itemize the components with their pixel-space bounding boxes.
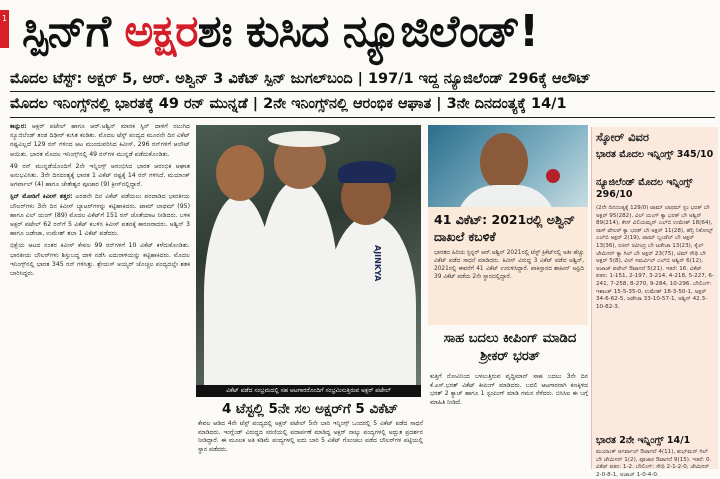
player-figure bbox=[326, 215, 416, 395]
ashwin-photo bbox=[428, 125, 588, 207]
scorecard-title: ಸ್ಕೋರ್ ವಿವರ bbox=[596, 130, 650, 144]
ashwin-record-box bbox=[428, 207, 588, 325]
story-body-bharat: ಕುತ್ತಿಗೆ ನೋವಿನಿಂದ ಬಳಲುತ್ತಿರುವ ವೃದ್ಧಿಮಾನ್ ಸಾಹ ಬದಲು 3ನೇ ದಿನ ಕೆ.ಎಸ್.ಭರತ್ ವಿಕೆಟ್ ಕೀಪಿಂಗ್ ಮಾಡಿದರು. ಬದಲಿ ಆಟಗಾರನಾಗಿ ಕಣಕ್ಕಿಳಿದ ಭರತ್ 2 ಕ್ಯಾಚ್ ಹಾಗೂ 1 ಸ್ಟಂಪಿಂಗ್ ಮಾಡಿ ಗಮನ ಸೆಳೆದರು. ಬಿಸಿಸಿಐ ಈ ಬಗ್ಗೆ ಮಾಹಿತಿ ನೀಡಿದೆ. bbox=[430, 373, 588, 406]
headline-part1: ಸ್ಪಿನ್‌ಗೆ bbox=[22, 6, 125, 57]
article-paragraph bbox=[10, 192, 190, 238]
article-text: ಎರಡನೇ ದಿನ ವಿಕೆಟ್ ಪಡೆಯಲು ಪರದಾಡಿದ ಭಾರತೀಯ ಬೌಲರ್‌ಗಳು 3ನೇ ದಿನ ಕಿವೀಸ್ ಬ್ಯಾಟರ್‌ಗಳನ್ನು ಕಟ್ಟಿಹಾಕಿದರು. ಟಾಮ್ ಲಾಥಮ್ (95) ಹಾಗೂ ವಿಲ್ ಯಂಗ್ (89) ಮೊದಲ ವಿಕೆಟ್‌ಗೆ 151 ರನ್ ಜೊತೆಯಾಟ ನೀಡಿದರು. ಬಳಿಕ ಅಕ್ಷರ್ ಪಟೇಲ್ 62 ರನ್‌ಗೆ 5 ವಿಕೆಟ್ ಕಬಳಿಸಿ ಕಿವೀಸ್ ಪತನಕ್ಕೆ ಕಾರಣರಾದರು. ಅಶ್ವಿನ್ 3 ಹಾಗೂ ಜಡೇಜಾ, ಉಮೇಶ್ ತಲಾ 1 ವಿಕೆಟ್ ಪಡೆದರು. bbox=[10, 193, 190, 238]
cap bbox=[338, 161, 396, 183]
celebration-photo bbox=[196, 125, 421, 385]
headline-red-word: ಅಕ್ಷರ bbox=[124, 6, 198, 57]
player-head bbox=[216, 145, 264, 201]
subheadline-1: ಮೊದಲ ಟೆಸ್ಟ್: ಅಕ್ಷರ್ 5, ಆರ್. ಅಶ್ವಿನ್ 3 ವಿಕೆಟ್ ಸ್ಪಿನ್ ಜುಗಲ್‌ಬಂದಿ | 197/1 ಇದ್ದ ನ್ಯೂಜಿಲೆಂಡ್ 296ಕ್ಕೆ ಆಲೌಟ್ bbox=[10, 71, 591, 87]
article-paragraph: ಭಿಕ್ಷೆಯ ಆಟದ ನಂತರ ಕಿವೀಸ್ ಕೇವಲ 99 ರನ್‌ಗಳಿಗೆ 10 ವಿಕೆಟ್ ಕಳೆದುಕೊಂಡಿತು. ಭಾರತೀಯ ಬೌಲರ್‌ಗಳು ಶಿಸ್ತುಬದ್ಧ ದಾಳಿ ನಡೆಸಿ ಎದುರಾಳಿಯನ್ನು ಕಟ್ಟಿಹಾಕಿದರು. ಮೊದಲ ಇನಿಂಗ್ಸ್‌ನಲ್ಲಿ ಭಾರತ 345 ರನ್ ಗಳಿಸಿತ್ತು. ಶ್ರೇಯಸ್ ಅಯ್ಯರ್ ಚೊಚ್ಚಲ ಪಂದ್ಯದಲ್ಲೇ ಶತಕ ಬಾರಿಸಿದ್ದರು. bbox=[10, 242, 190, 278]
player-head bbox=[480, 133, 528, 191]
headline-part2: ಶಃ ಕುಸಿದ ನ್ಯೂಜಿಲೆಂಡ್! bbox=[197, 6, 539, 57]
section-tab-label: 1 bbox=[1, 14, 8, 23]
scorecard-panel bbox=[591, 127, 718, 478]
story-body-akshar: ಕೇವಲ ಆಡಿದ 4ನೇ ಟೆಸ್ಟ್ ಪಂದ್ಯದಲ್ಲಿ ಅಕ್ಷರ್ ಪಟೇಲ್ 5ನೇ ಬಾರಿ ಇನ್ನಿಂಗ್ಸ್ ಒಂದರಲ್ಲಿ 5 ವಿಕೆಟ್ ಪಡೆದ ಸಾಧನೆ ಮಾಡಿದರು. ಇಂಗ್ಲೆಂಡ್ ವಿರುದ್ಧದ ಸರಣಿಯಲ್ಲಿ ಪದಾರ್ಪಣೆ ಮಾಡಿದ್ದ ಅಕ್ಷರ್ ನಾಲ್ಕು ಪಂದ್ಯಗಳಲ್ಲಿ ಅದ್ಭುತ ಪ್ರದರ್ಶನ ನೀಡಿದ್ದಾರೆ. ಈ ಮೂಲಕ ಅತಿ ಕಡಿಮೆ ಪಂದ್ಯಗಳಲ್ಲಿ ಐದು ಬಾರಿ 5 ವಿಕೆಟ್ ಗೊಂಚಲು ಪಡೆದ ಬೌಲರ್‌ಗಳ ಪಟ್ಟಿಯಲ್ಲಿ ಸ್ಥಾನ ಪಡೆದರು. bbox=[198, 420, 423, 453]
story-heading-akshar: 4 ಟೆಸ್ಟಲ್ಲಿ 5ನೇ ಸಲ ಅಕ್ಷರ್‌ಗೆ 5 ವಿಕೆಟ್ bbox=[221, 401, 399, 417]
article-dateline: ಕಾನ್ಪುರ: bbox=[10, 123, 27, 130]
cricket-ball bbox=[546, 169, 560, 183]
india-first-innings: ಭಾರತ ಮೊದಲ ಇನ್ನಿಂಗ್ಸ್ 345/10 bbox=[596, 149, 714, 160]
article-paragraph: 49 ರನ್ ಮುನ್ನಡೆಯೊಂದಿಗೆ 2ನೇ ಇನ್ನಿಂಗ್ಸ್ ಆರಂಭಿಸಿದ ಭಾರತ ಆರಂಭಿಕ ಆಘಾತ ಅನುಭವಿಸಿತು. 3ನೇ ದಿನದಂತ್ಯಕ್ಕೆ ಭಾರತ 1 ವಿಕೆಟ್ ನಷ್ಟಕ್ಕೆ 14 ರನ್ ಗಳಿಸಿದೆ. ಮಯಾಂಕ್ ಅಗರ್ವಾಲ್ (4) ಹಾಗೂ ಚೇತೇಶ್ವರ ಪೂಜಾರ (9) ಕ್ರೀಸ್‌ನಲ್ಲಿದ್ದಾರೆ. bbox=[10, 162, 190, 189]
story-body-ashwin: ಭಾರತದ ಹಿರಿಯ ಸ್ಪಿನ್ನರ್ ಆರ್.ಅಶ್ವಿನ್ 2021ರಲ್ಲಿ ಟೆಸ್ಟ್ ಕ್ರಿಕೆಟ್‌ನಲ್ಲಿ ಅತೀ ಹೆಚ್ಚು ವಿಕೆಟ್ ಪಡೆದ ಸಾಧನೆ ಮಾಡಿದರು. ಕಿವೀಸ್ ವಿರುದ್ಧ 3 ವಿಕೆಟ್ ಪಡೆದ ಅಶ್ವಿನ್, 2021ರಲ್ಲಿ ಈವರೆಗೆ 41 ವಿಕೆಟ್ ಉರುಳಿಸಿದ್ದಾರೆ. ಪಾಕಿಸ್ತಾನದ ಶಾಹೀನ್ ಅಫ್ರಿದಿ 39 ವಿಕೆಟ್ ಪಡೆದು 2ನೇ ಸ್ಥಾನದಲ್ಲಿದ್ದಾರೆ. bbox=[434, 250, 584, 280]
divider bbox=[10, 91, 715, 92]
story-heading-bharat: ಸಾಹ ಬದಲು ಕೀಪಿಂಗ್ ಮಾಡಿದ ಶ್ರೀಕರ್ ಭರತ್ bbox=[443, 331, 577, 364]
main-article bbox=[10, 122, 190, 467]
nz-first-innings: ನ್ಯೂಜಿಲೆಂಡ್ ಮೊದಲ ಇನ್ನಿಂಗ್ಸ್ 296/10 bbox=[596, 177, 693, 200]
article-subhead: ಸ್ಪಿನ್ ಮೋಡಿಗೆ ಕಿವೀಸ್ ತತ್ತರ: bbox=[10, 193, 73, 201]
divider bbox=[10, 117, 715, 118]
photo-caption: ವಿಕೆಟ್ ಪಡೆದ ಸಂಭ್ರಮದಲ್ಲಿ ಸಹ ಆಟಗಾರರೊಂದಿಗೆ ಸಂಭ್ರಮಿಸುತ್ತಿರುವ ಅಕ್ಷರ್ ಪಟೇಲ್ bbox=[196, 385, 421, 397]
sun-hat bbox=[268, 131, 340, 147]
nz-innings-detail: (2ನೇ ದಿನದಂತ್ಯಕ್ಕೆ 129/0) ಟಾಮ್ ಲಾಥಮ್ ಸ್ಟಂ ಭರತ್ ಬೌ ಅಕ್ಷರ್ 95(282), ವಿಲ್ ಯಂಗ್ ಕ್ಯಾ ಭರತ್ ಬೌ ಅಶ್ವಿನ್ 89(214), ಕೇನ್ ವಿಲಿಯಮ್ಸನ್ ಎಲ್‌ಬಿ ಉಮೇಶ್ 18(64), ರಾಸ್ ಟೇಲರ್ ಕ್ಯಾ ಭರತ್ ಬೌ ಅಕ್ಷರ್ 11(28), ಹೆನ್ರಿ ನಿಕೋಲ್ಸ್ ಎಲ್‌ಬಿ ಅಕ್ಷರ್ 2(19), ಟಾಮ್ ಬ್ಲಂಡೆಲ್ ಬೌ ಅಕ್ಷರ್ 13(36), ರಚಿನ್ ರವೀಂದ್ರ ಬೌ ಜಡೇಜಾ 13(23), ಕೈಲ್ ಜೇಮಿಸನ್ ಕ್ಯಾ ಗಿಲ್ ಬೌ ಅಕ್ಷರ್ 23(75), ಟಿಮ್ ಸೌಥಿ ಬೌ ಅಕ್ಷರ್ 5(8), ವಿಲ್ ಸಮರ್ವಿಲ್ ಎಲ್‌ಬಿ ಅಶ್ವಿನ್ 6(12), ಅಜಾಜ್ ಪಟೇಲ್ ಔಟಾಗದೆ 5(21). ಇತರೆ: 16. ವಿಕೆಟ್ ಪತನ: 1-151, 2-197, 3-214, 4-218, 5-227, 6-241, 7-258, 8-270, 9-284, 10-296. ಬೌಲಿಂಗ್: ಇಶಾಂತ್ 15-5-35-0, ಉಮೇಶ್ 18-3-50-1, ಅಕ್ಷರ್ 34-6-62-5, ಜಡೇಜಾ 33-10-57-1, ಅಶ್ವಿನ್ 42.3-10-82-3. bbox=[596, 205, 714, 310]
jersey-name: AJINKYA bbox=[373, 245, 382, 282]
article-text: ಆಕ್ಷರ್ ಪಟೇಲ್ ಹಾಗೂ ಆರ್.ಅಶ್ವಿನ್ ಮಾರಕ ಸ್ಪಿನ್ ದಾಳಿಗೆ ನಲುಗಿದ ನ್ಯೂಜಿಲೆಂಡ್ ತಂಡ ದಿಢೀರ್ ಕುಸಿತ ಕಂಡಿತು. ಮೊದಲ ಟೆಸ್ಟ್ ಪಂದ್ಯದ ಮೂರನೇ ದಿನ ವಿಕೆಟ್ ನಷ್ಟವಿಲ್ಲದೆ 129 ರನ್ ಗಳಿಂದ ಆಟ ಮುಂದುವರಿಸಿದ ಕಿವೀಸ್, 296 ರನ್‌ಗಳಿಗೆ ಆಲೌಟ್ ಆಯಿತು. ಭಾರತ ಮೊದಲ ಇನಿಂಗ್ಸ್‌ನಲ್ಲಿ 49 ರನ್‌ಗಳ ಮುನ್ನಡೆ ಪಡೆದುಕೊಂಡಿತು. bbox=[10, 123, 190, 158]
section-tab bbox=[0, 10, 9, 48]
page-headline bbox=[22, 4, 718, 60]
story-heading-ashwin: 41 ವಿಕೆಟ್: 2021ರಲ್ಲಿ ಅಶ್ವಿನ್ ದಾಖಲೆ ಕಬಳಿಕೆ bbox=[434, 212, 576, 244]
article-paragraph bbox=[10, 122, 190, 159]
india-innings-detail: ಮಯಾಂಕ್ ಅಗರ್ವಾಲ್ ಔಟಾಗದೆ 4(11), ಶುಭ್‌ಮನ್ ಗಿಲ್ ಬೌ ಜೇಮಿಸನ್ 1(2), ಪೂಜಾರ ಔಟಾಗದೆ 9(15). ಇತರೆ: 0. ವಿಕೆಟ್ ಪತನ: 1-2. ಬೌಲಿಂಗ್: ಸೌಥಿ 2-1-2-0, ಜೇಮಿಸನ್ 2-0-8-1, ಅಜಾಜ್ 1-0-4-0. bbox=[596, 449, 712, 478]
subheadline-2: ಮೊದಲ ಇನಿಂಗ್ಸ್‌ನಲ್ಲಿ ಭಾರತಕ್ಕೆ 49 ರನ್ ಮುನ್ನಡೆ | 2ನೇ ಇನಿಂಗ್ಸ್‌ನಲ್ಲಿ ಆರಂಭಿಕ ಆಘಾತ | 3ನೇ ದಿನದಂತ್ಯಕ್ಕೆ 14/1 bbox=[10, 96, 567, 112]
india-second-innings: ಭಾರತ 2ನೇ ಇನ್ನಿಂಗ್ಸ್ 14/1 bbox=[596, 435, 691, 446]
